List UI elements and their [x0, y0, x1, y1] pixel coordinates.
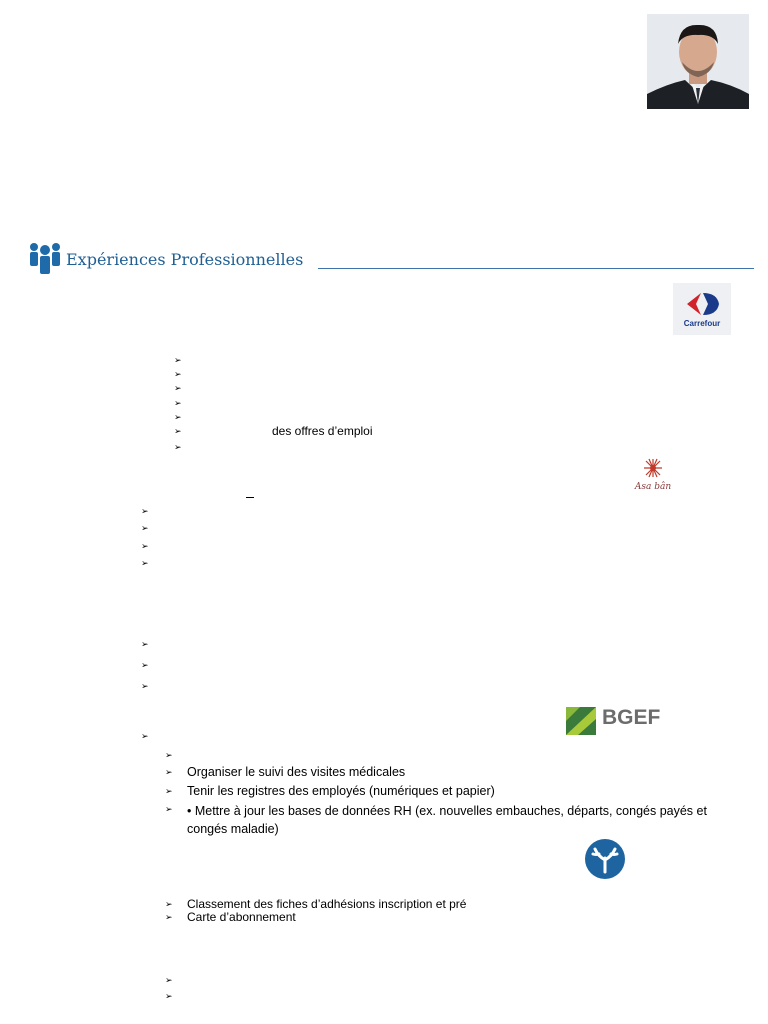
arrowhead-bullet-icon: ➢: [141, 639, 149, 649]
arrowhead-bullet-icon: ➢: [165, 975, 173, 985]
list-item-text: des offres d’emploi: [272, 424, 373, 438]
arrowhead-bullet-icon: ➢: [174, 383, 182, 393]
tree-logo: [584, 838, 626, 880]
arrowhead-bullet-icon: ➢: [141, 541, 149, 551]
bgef-logo: [566, 706, 676, 736]
arrowhead-bullet-icon: ➢: [174, 412, 182, 422]
list-item-text: Carte d’abonnement: [187, 910, 296, 924]
arrowhead-bullet-icon: ➢: [141, 558, 149, 568]
restaurant-logo-text: Asa bân: [634, 482, 672, 492]
arrowhead-bullet-icon: ➢: [165, 991, 173, 1001]
arrowhead-bullet-icon: ➢: [174, 426, 182, 436]
arrowhead-bullet-icon: ➢: [141, 506, 149, 516]
arrowhead-bullet-icon: ➢: [165, 786, 173, 796]
arrowhead-bullet-icon: ➢: [165, 750, 173, 760]
list-item-text: Tenir les registres des employés (numériques et papier): [187, 784, 495, 798]
arrowhead-bullet-icon: ➢: [174, 442, 182, 452]
arrowhead-bullet-icon: ➢: [165, 804, 173, 814]
section-divider: [318, 268, 754, 269]
carrefour-logo: [673, 283, 731, 335]
section-title: Expériences Professionnelles: [66, 250, 304, 269]
arrowhead-bullet-icon: ➢: [141, 681, 149, 691]
arrowhead-bullet-icon: ➢: [165, 899, 173, 909]
list-item-text: Classement des fiches d’adhésions inscription et pré: [187, 897, 467, 911]
arrowhead-bullet-icon: ➢: [165, 767, 173, 777]
arrowhead-bullet-icon: ➢: [141, 660, 149, 670]
restaurant-logo: [624, 455, 682, 497]
arrowhead-bullet-icon: ➢: [174, 355, 182, 365]
arrowhead-bullet-icon: ➢: [141, 731, 149, 741]
arrowhead-bullet-icon: ➢: [174, 398, 182, 408]
arrowhead-bullet-icon: ➢: [141, 523, 149, 533]
profile-photo: [647, 14, 749, 109]
carrefour-logo-text: Carrefour: [683, 319, 721, 328]
arrowhead-bullet-icon: ➢: [165, 912, 173, 922]
title-dash: [246, 497, 254, 498]
bgef-logo-wordmark: BGEF: [602, 706, 661, 729]
arrowhead-bullet-icon: ➢: [174, 369, 182, 379]
list-item-text: • Mettre à jour les bases de données RH (ex. nouvelles embauches, départs, congés payés et congés maladie): [187, 804, 707, 836]
people-group-icon: [26, 241, 64, 277]
list-item-text: Organiser le suivi des visites médicales: [187, 765, 406, 779]
